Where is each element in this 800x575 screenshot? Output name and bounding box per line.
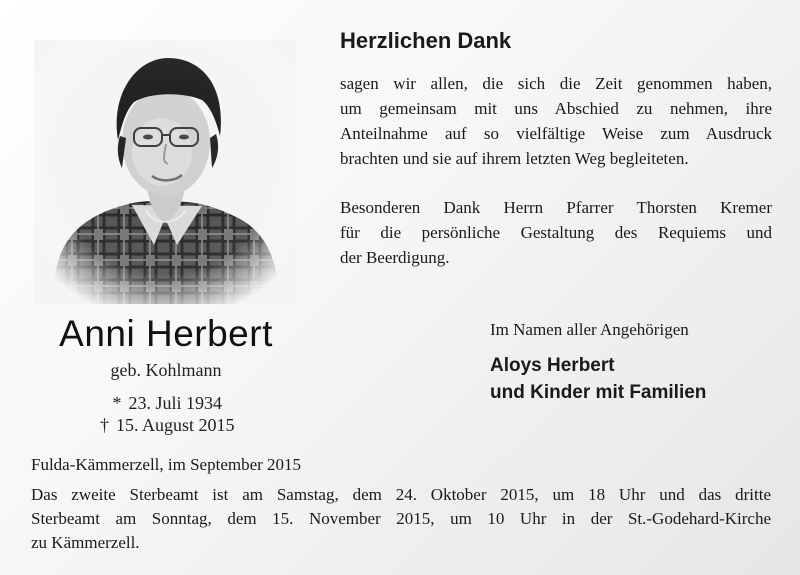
birth-date: 23. Juli 1934	[128, 393, 222, 413]
text-line: Besonderen Dank Herrn Pfarrer Thorsten Kremer	[340, 198, 772, 217]
text-line: zu Kämmerzell.	[31, 533, 140, 552]
portrait-photo	[34, 40, 296, 304]
signature-name-line-1: Aloys Herbert	[490, 355, 615, 376]
maiden-name: geb. Kohlmann	[110, 360, 222, 380]
thanks-paragraph-1	[340, 71, 772, 171]
death-date: 15. August 2015	[115, 415, 235, 435]
deceased-name: Anni Herbert	[59, 313, 273, 354]
life-dates	[30, 392, 302, 436]
text-line: Sterbeamt am Sonntag, dem 15. November 2015, um 10 Uhr in der St.-Godehard-Kirche	[31, 509, 771, 528]
text-line: für die persönliche Gestaltung des Requiems und	[340, 223, 772, 242]
signature-names	[490, 352, 706, 406]
text-line: brachten und sie auf ihrem letzten Weg begleiteten.	[340, 149, 689, 168]
text-line: Das zweite Sterbeamt ist am Samstag, dem 24. Oktober 2015, um 18 Uhr und das dritte	[31, 485, 771, 504]
thanks-paragraph-2	[340, 195, 772, 270]
thanks-headline: Herzlichen Dank	[340, 28, 512, 53]
text-line: der Beerdigung.	[340, 248, 450, 267]
place-and-date: Fulda-Kämmerzell, im September 2015	[31, 455, 302, 474]
text-line: um gemeinsam mit uns Abschied zu nehmen, ihre	[340, 99, 772, 118]
signature-name-line-2: und Kinder mit Familien	[490, 382, 707, 403]
memorial-mass-notice	[31, 483, 771, 555]
text-line: sagen wir allen, die sich die Zeit genommen haben,	[340, 74, 772, 93]
star-icon: *	[112, 393, 122, 413]
cross-icon: †	[99, 415, 109, 435]
birth-date-line	[30, 392, 302, 414]
death-date-line	[30, 414, 302, 436]
signature-intro: Im Namen aller Angehörigen	[490, 320, 689, 339]
text-line: Anteilnahme auf so vielfältige Weise zum Ausdruck	[340, 124, 772, 143]
